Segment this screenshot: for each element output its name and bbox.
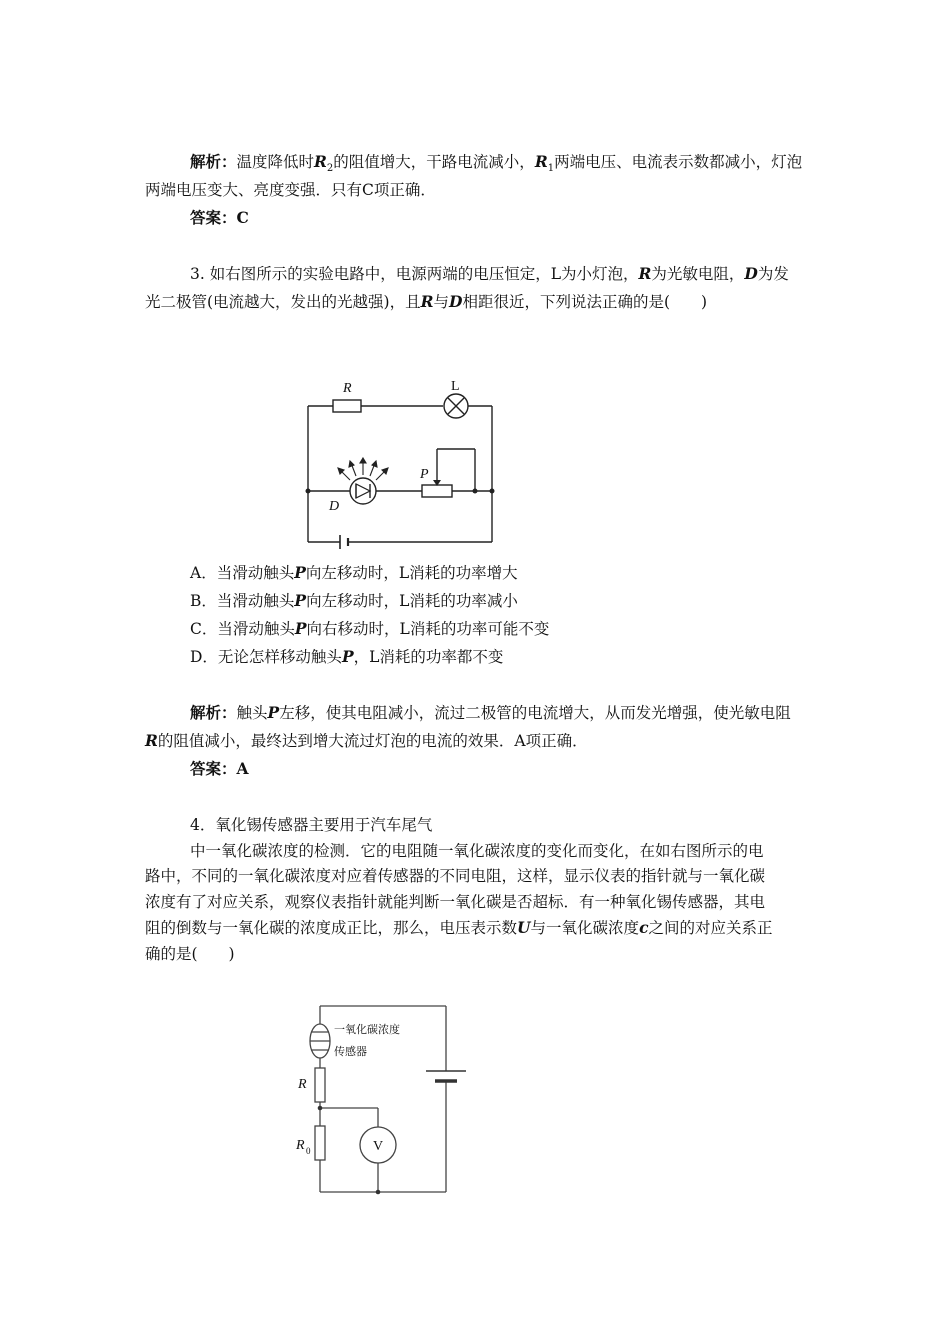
q4-stem-line2: 中一氧化碳浓度的检测．它的电阻随一氧化碳浓度的变化而变化，在如右图所示的电 [190,842,764,860]
r-symbol: R [145,731,158,750]
resistor-r0 [315,1126,325,1160]
q2-answer [190,208,855,228]
resistor-r [315,1068,325,1102]
option-text: D．无论怎样移动触头 [190,648,342,666]
q3-text: 触头 [236,704,268,722]
q3-answer-value: A [236,759,249,778]
label-r0: R [296,1138,305,1153]
q3-text: 的阻值减小，最终达到增大流过灯泡的电流的效果．A项正确． [157,732,588,750]
q4-text: 阻的倒数与一氧化碳的浓度成正比，那么，电压表示数 [145,919,518,937]
q4-stem-line3: 路中，不同的一氧化碳浓度对应着传感器的不同电阻，这样，显示仪表的指针就与一氧化碳 [145,867,766,885]
q4-text: 与一氧化碳浓度 [530,919,640,937]
q3-analysis-label: 解析： [190,703,237,722]
option-text: 向右移动时，L消耗的功率可能不变 [306,620,550,638]
q3-circuit-diagram [300,370,500,555]
q3-text: 3. 如右图所示的实验电路中，电源两端的电压恒定，L为小灯泡， [190,265,639,283]
q4-circuit-diagram [290,1000,470,1200]
label-r: R [298,1077,307,1092]
r2-symbol: R [314,152,327,171]
photoresistor-r [333,400,361,412]
q2-analysis-line2: 两端电压变大、亮度变强．只有C项正确． [145,181,436,199]
q2-answer-value: C [236,208,249,227]
label-v: V [373,1139,384,1154]
q2-analysis-line1 [190,152,855,179]
q2-analysis-label: 解析： [190,152,237,171]
q4-stem-line5 [145,918,810,938]
sensor-label-line1: 一氧化碳浓度 [334,1023,400,1036]
label-r0-subscript: 0 [306,1146,311,1156]
q3-answer-label: 答案： [190,759,237,778]
q2-text: 温度降低时 [236,153,315,171]
q4-text: 之间的对应关系正 [648,919,773,937]
q3-option-a[interactable] [190,563,855,583]
u-symbol: U [517,918,531,937]
p-symbol: P [294,619,307,638]
q3-analysis-line2 [145,731,810,751]
q3-text: 左移，使其电阻减小，流过二极管的电流增大，从而发光增强，使光敏电阻 [279,704,791,722]
option-text: A．当滑动触头 [190,564,295,582]
q3-stem-line2 [145,292,810,312]
label-d: D [329,499,340,514]
r-symbol: R [420,292,434,311]
label-l: L [451,379,460,394]
q3-option-b[interactable] [190,591,855,611]
rheostat [422,485,452,497]
sensor-label-line2: 传感器 [334,1045,367,1058]
option-text: 向左移动时，L消耗的功率增大 [305,564,518,582]
r-symbol: R [638,264,652,283]
q4-stem-line4: 浓度有了对应关系，观察仪表指针就能判断一氧化碳是否超标．有一种氧化锡传感器，其电 [145,893,766,911]
q3-option-d[interactable] [190,647,855,667]
p-symbol: P [267,703,280,722]
option-text: ，L消耗的功率都不变 [353,648,504,666]
q3-text: 为光敏电阻， [651,265,745,283]
led-d [350,478,376,504]
q4-stem-line6: 确的是( ) [145,945,235,963]
q3-answer [190,759,855,779]
p-symbol: P [294,591,307,610]
option-text: B．当滑动触头 [190,592,295,610]
q2-answer-label: 答案： [190,208,237,227]
r1-symbol: R [534,152,548,171]
c-symbol: c [639,918,649,937]
q4-stem-line1: 4．氧化锡传感器主要用于汽车尾气 [190,816,433,834]
q2-text: 的阻值增大，干路电流减小， [333,153,535,171]
q3-stem-line1 [190,264,855,284]
label-p: P [420,467,429,482]
d-symbol: D [449,292,463,311]
light-rays [338,458,388,480]
label-r: R [343,381,352,396]
q3-text: 相距很近，下列说法正确的是( ) [462,293,708,311]
q3-option-c[interactable] [190,619,855,639]
d-symbol: D [744,264,758,283]
q3-text: 光二极管(电流越大，发出的光越强)，且 [145,293,421,311]
q2-text: 两端电压、电流表示数都减小，灯泡 [554,153,803,171]
option-text: C．当滑动触头 [190,620,295,638]
p-symbol: P [294,563,306,582]
r1-subscript: 1 [547,163,555,175]
p-symbol: P [341,647,354,666]
q3-text: 为发 [757,265,789,283]
q3-text: 与 [433,293,450,311]
option-text: 向左移动时，L消耗的功率减小 [306,592,518,610]
r2-subscript: 2 [326,163,334,175]
q3-analysis-line1 [190,703,855,723]
